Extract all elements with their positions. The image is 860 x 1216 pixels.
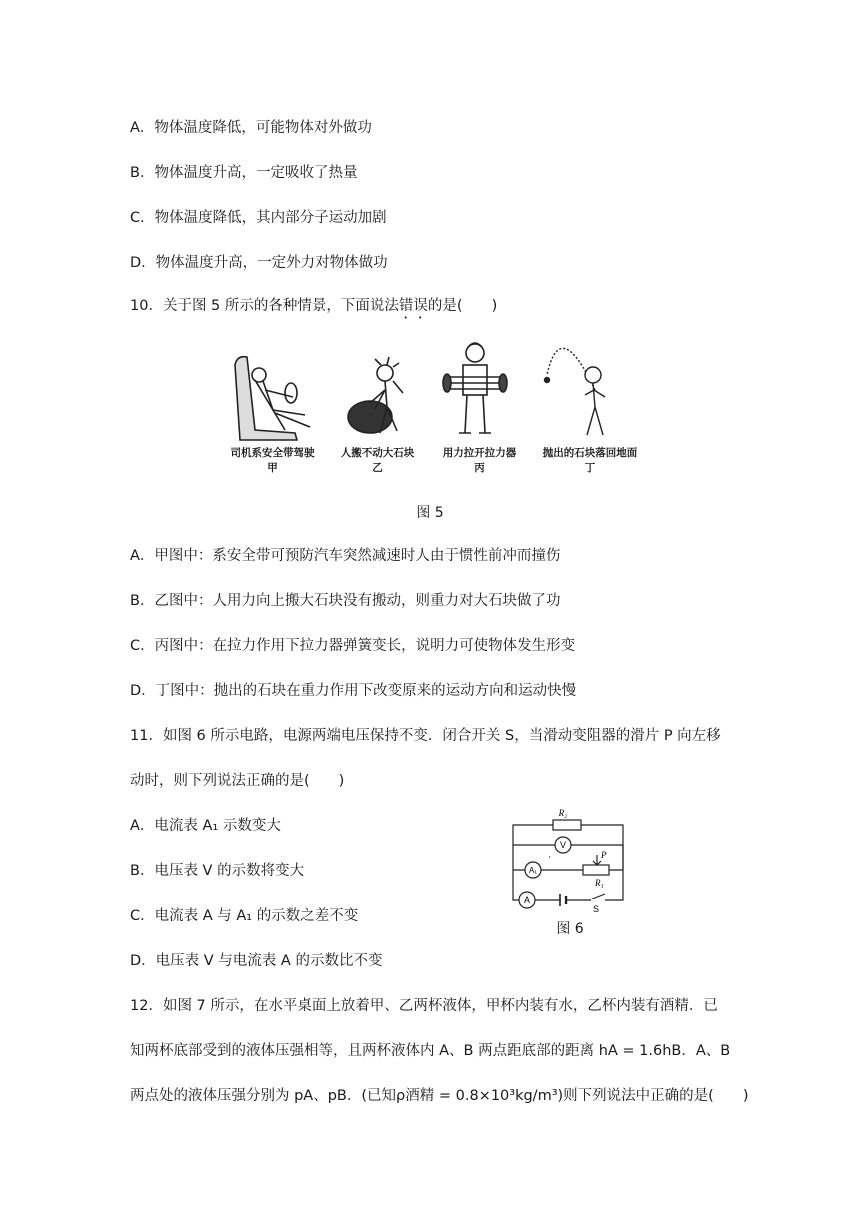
q10-option-a: A．甲图中：系安全带可预防汽车突然减速时人由于惯性前冲而撞伤 [130,548,561,564]
figure-6-title: 图 6 [556,921,584,937]
q10-stem-emphasis: 错误 [398,298,428,314]
q11-stem-line1: 11．如图 6 所示电路，电源两端电压保持不变．闭合开关 S，当滑动变阻器的滑片 P 向左移 [130,728,721,744]
ammeter-a1-label: A₁ [528,866,538,875]
q9-option-b: B．物体温度升高，一定吸收了热量 [130,165,358,181]
q11-option-d: D．电压表 V 与电流表 A 的示数比不变 [130,953,383,969]
q10-option-b: B．乙图中：人用力向上搬大石块没有搬动，则重力对大石块做了功 [130,593,561,609]
fig5-label-yi: 乙 [372,462,383,474]
q10-stem-post: 的是( ) [427,298,498,314]
switch-s-label: S [593,904,600,914]
fig5-label-bing: 丙 [474,462,485,474]
r2-label: R₂ [558,808,568,818]
fig5-label-jia: 甲 [267,462,278,474]
throw-illustration [545,348,606,435]
fig5-label-ding: 丁 [584,462,596,474]
q12-line2: 知两杯底部受到的液体压强相等，且两杯液体内 A、B 两点距底部的距离 hA = 1.6hB．A、B [130,1043,731,1059]
fig5-caption-bing: 用力拉开拉力器 [442,447,517,459]
q12-line1: 12．如图 7 所示，在水平桌面上放着甲、乙两杯液体，甲杯内装有水，乙杯内装有酒精．已 [130,998,718,1014]
q12-line3: 两点处的液体压强分别为 pA、pB．(已知ρ酒精 = 0.8×10³kg/m³)则下列说法中正确的是( ) [130,1088,749,1104]
q10-option-d: D．丁图中：抛出的石块在重力作用下改变原来的运动方向和运动快慢 [130,683,577,699]
figure-5 [215,335,645,480]
figure-5-title: 图 5 [416,505,444,521]
q9-option-c: C．物体温度降低，其内部分子运动加剧 [130,210,387,226]
q10-option-c: C．丙图中：在拉力作用下拉力器弹簧变长，说明力可使物体发生形变 [130,638,576,654]
q11-option-b: B．电压表 V 的示数将变大 [130,863,305,879]
fig5-caption-jia: 司机系安全带驾驶 [230,447,315,459]
expander-illustration [443,343,507,433]
circuit-diagram [505,800,635,915]
q10-stem [130,296,497,322]
boulder-illustration [348,357,403,433]
fig5-caption-yi: 人搬不动大石块 [340,447,415,459]
driver-illustration [235,357,310,440]
ammeter-a1-mark: ' [549,855,551,864]
q11-option-c: C．电流表 A 与 A₁ 的示数之差不变 [130,908,359,924]
q11-option-a: A．电流表 A₁ 示数变大 [130,818,281,834]
r1-label: R₁ [595,878,604,888]
voltmeter-label: V [559,840,567,850]
figure-5-illustrations [215,335,645,445]
q9-option-a: A．物体温度降低，可能物体对外做功 [130,120,372,136]
slider-p-label: P [601,850,607,860]
q9-option-d: D．物体温度升高，一定外力对物体做功 [130,255,388,271]
q11-stem-line2: 动时，则下列说法正确的是( ) [130,773,345,789]
ammeter-a-label: A [523,895,531,905]
fig5-caption-ding: 抛出的石块落回地面 [542,447,638,459]
figure-6 [505,800,635,940]
q10-stem-pre: 10．关于图 5 所示的各种情景，下面说法 [130,298,399,314]
